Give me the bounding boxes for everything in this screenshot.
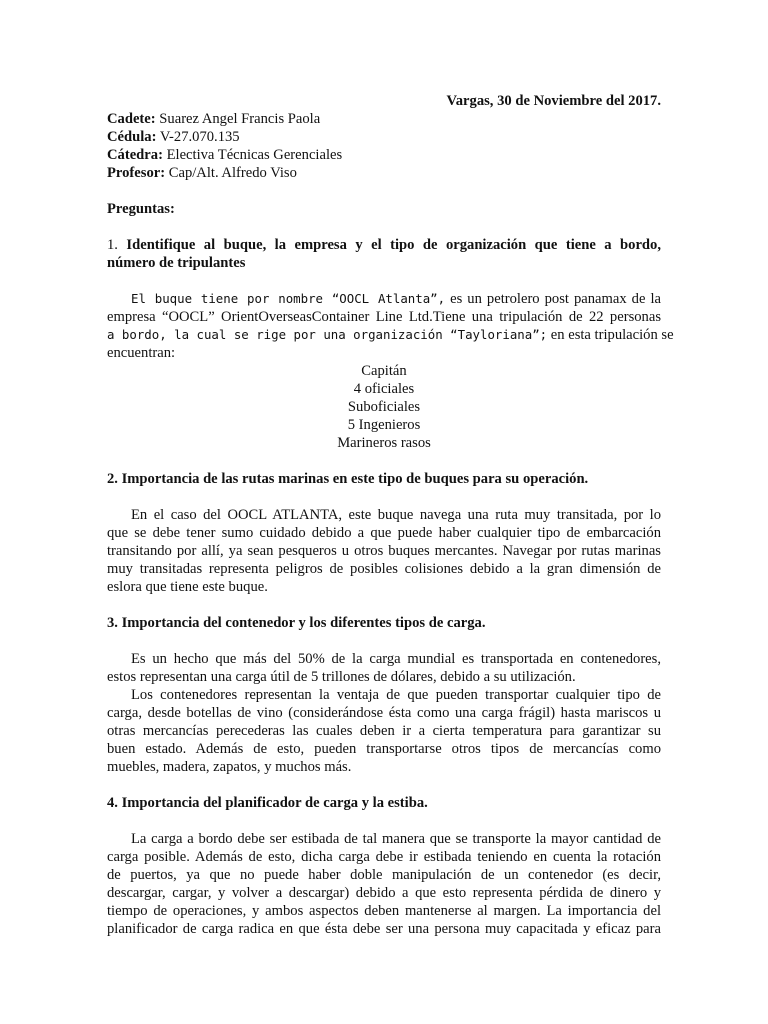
catedra-value: Electiva Técnicas Gerenciales xyxy=(166,147,343,163)
cadete-line xyxy=(107,110,661,128)
crew-list-item: Marineros rasos xyxy=(337,435,431,451)
profesor-value: Cap/Alt. Alfredo Viso xyxy=(168,165,297,181)
q3-paragraph-line: muebles, madera, zapatos, y muchos más. xyxy=(107,759,352,775)
q1-text-mono-a: El buque tiene por nombre “OOCL Atlanta”, xyxy=(131,291,446,306)
cedula-line xyxy=(107,128,661,146)
q4-paragraph-line: carga posible. Además de esto, dicha carga debe ir estibada teniendo en cuenta la rotación xyxy=(107,849,661,865)
profesor-line xyxy=(107,164,661,182)
q2-paragraph-line: que se debe tener sumo cuidado debido a que puede haber cualquier tipo de embarcación xyxy=(107,525,661,541)
q4-paragraph-line: de puertos, ya que no puede haber doble manipulación de un contenedor (es decir, xyxy=(107,867,661,883)
q3-paragraph-line: estos representan una carga útil de 5 trillones de dólares, debido a su utilización. xyxy=(107,669,576,685)
crew-list-item: Suboficiales xyxy=(347,399,421,415)
cedula-label: Cédula: xyxy=(107,129,157,145)
cadete-value: Suarez Angel Francis Paola xyxy=(159,111,321,127)
q3-paragraph-line: otras mercancías perecederas las cuales deben ir a cierta temperatura para garantizar su xyxy=(107,723,661,739)
catedra-label: Cátedra: xyxy=(107,147,163,163)
crew-list-item: 5 Ingenieros xyxy=(347,417,421,433)
profesor-label: Profesor: xyxy=(107,165,166,181)
q1-paragraph-line-1 xyxy=(107,290,661,308)
q1-title-part-1: Identifique al buque, la empresa y el tipo de organización que tiene a bordo, xyxy=(126,237,661,253)
preguntas-heading: Preguntas: xyxy=(107,201,175,217)
q3-paragraph-line: Es un hecho que más del 50% de la carga mundial es transportada en contenedores, xyxy=(131,651,661,667)
q4-paragraph-line: tiempo de operaciones, y ambos aspectos deben mantenerse al margen. La importancia del xyxy=(107,903,661,919)
q1-title-line-1 xyxy=(107,236,661,254)
q3-paragraph-line: buen estado. Además de esto, pueden transportarse otros tipos de mercancías como xyxy=(107,741,661,757)
document-date: Vargas, 30 de Noviembre del 2017. xyxy=(446,93,661,109)
q1-text-rest-a: es un petrolero post panamax de la xyxy=(445,291,661,307)
q3-paragraph-line: Los contenedores representan la ventaja de que pueden transportar cualquier tipo de xyxy=(131,687,661,703)
crew-list-item: 4 oficiales xyxy=(353,381,415,397)
q4-title: 4. Importancia del planificador de carga y la estiba. xyxy=(107,795,428,811)
q1-number: 1. xyxy=(107,237,118,253)
cadete-label: Cadete: xyxy=(107,111,156,127)
catedra-line xyxy=(107,146,661,164)
cedula-value: V-27.070.135 xyxy=(159,129,240,145)
q4-paragraph-line: descargar, cargar, y volver a descargar) debido a que esto representa pérdida de dinero y xyxy=(107,885,661,901)
q1-paragraph-line-4: encuentran: xyxy=(107,345,176,361)
q4-paragraph-line: La carga a bordo debe ser estibada de tal manera que se transporte la mayor cantidad de xyxy=(131,831,661,847)
q2-paragraph-line: En el caso del OOCL ATLANTA, este buque navega una ruta muy transitada, por lo xyxy=(131,507,661,523)
q1-title-line-2: número de tripulantes xyxy=(107,255,246,271)
document-page xyxy=(107,0,674,1024)
q2-paragraph-line: muy transitadas representa peligros de posibles colisiones debido a la gran dimensión de xyxy=(107,561,661,577)
q1-text-rest-c: en esta tripulación se xyxy=(547,327,674,343)
q3-paragraph-line: carga, desde botellas de vino (considerándose ésta como una carga frágil) hasta mariscos u xyxy=(107,705,661,721)
q2-paragraph-line: eslora que tiene este buque. xyxy=(107,579,268,595)
q4-paragraph-line: planificador de carga radica en que ésta debe ser una persona muy capacitada y eficaz para xyxy=(107,921,661,937)
q1-paragraph-line-2: empresa “OOCL” OrientOverseasContainer Line Ltd.Tiene una tripulación de 22 personas xyxy=(107,309,661,325)
q2-paragraph-line: transitando por allí, ya sean pesqueros u otros buques mercantes. Navegar por rutas marinas xyxy=(107,543,661,559)
q3-title: 3. Importancia del contenedor y los diferentes tipos de carga. xyxy=(107,615,486,631)
crew-list-item: Capitán xyxy=(361,363,407,379)
q1-text-mono-c: a bordo, la cual se rige por una organización “Tayloriana”; xyxy=(107,327,548,342)
q2-title: 2. Importancia de las rutas marinas en este tipo de buques para su operación. xyxy=(107,471,589,487)
q1-paragraph-line-3 xyxy=(107,326,674,344)
